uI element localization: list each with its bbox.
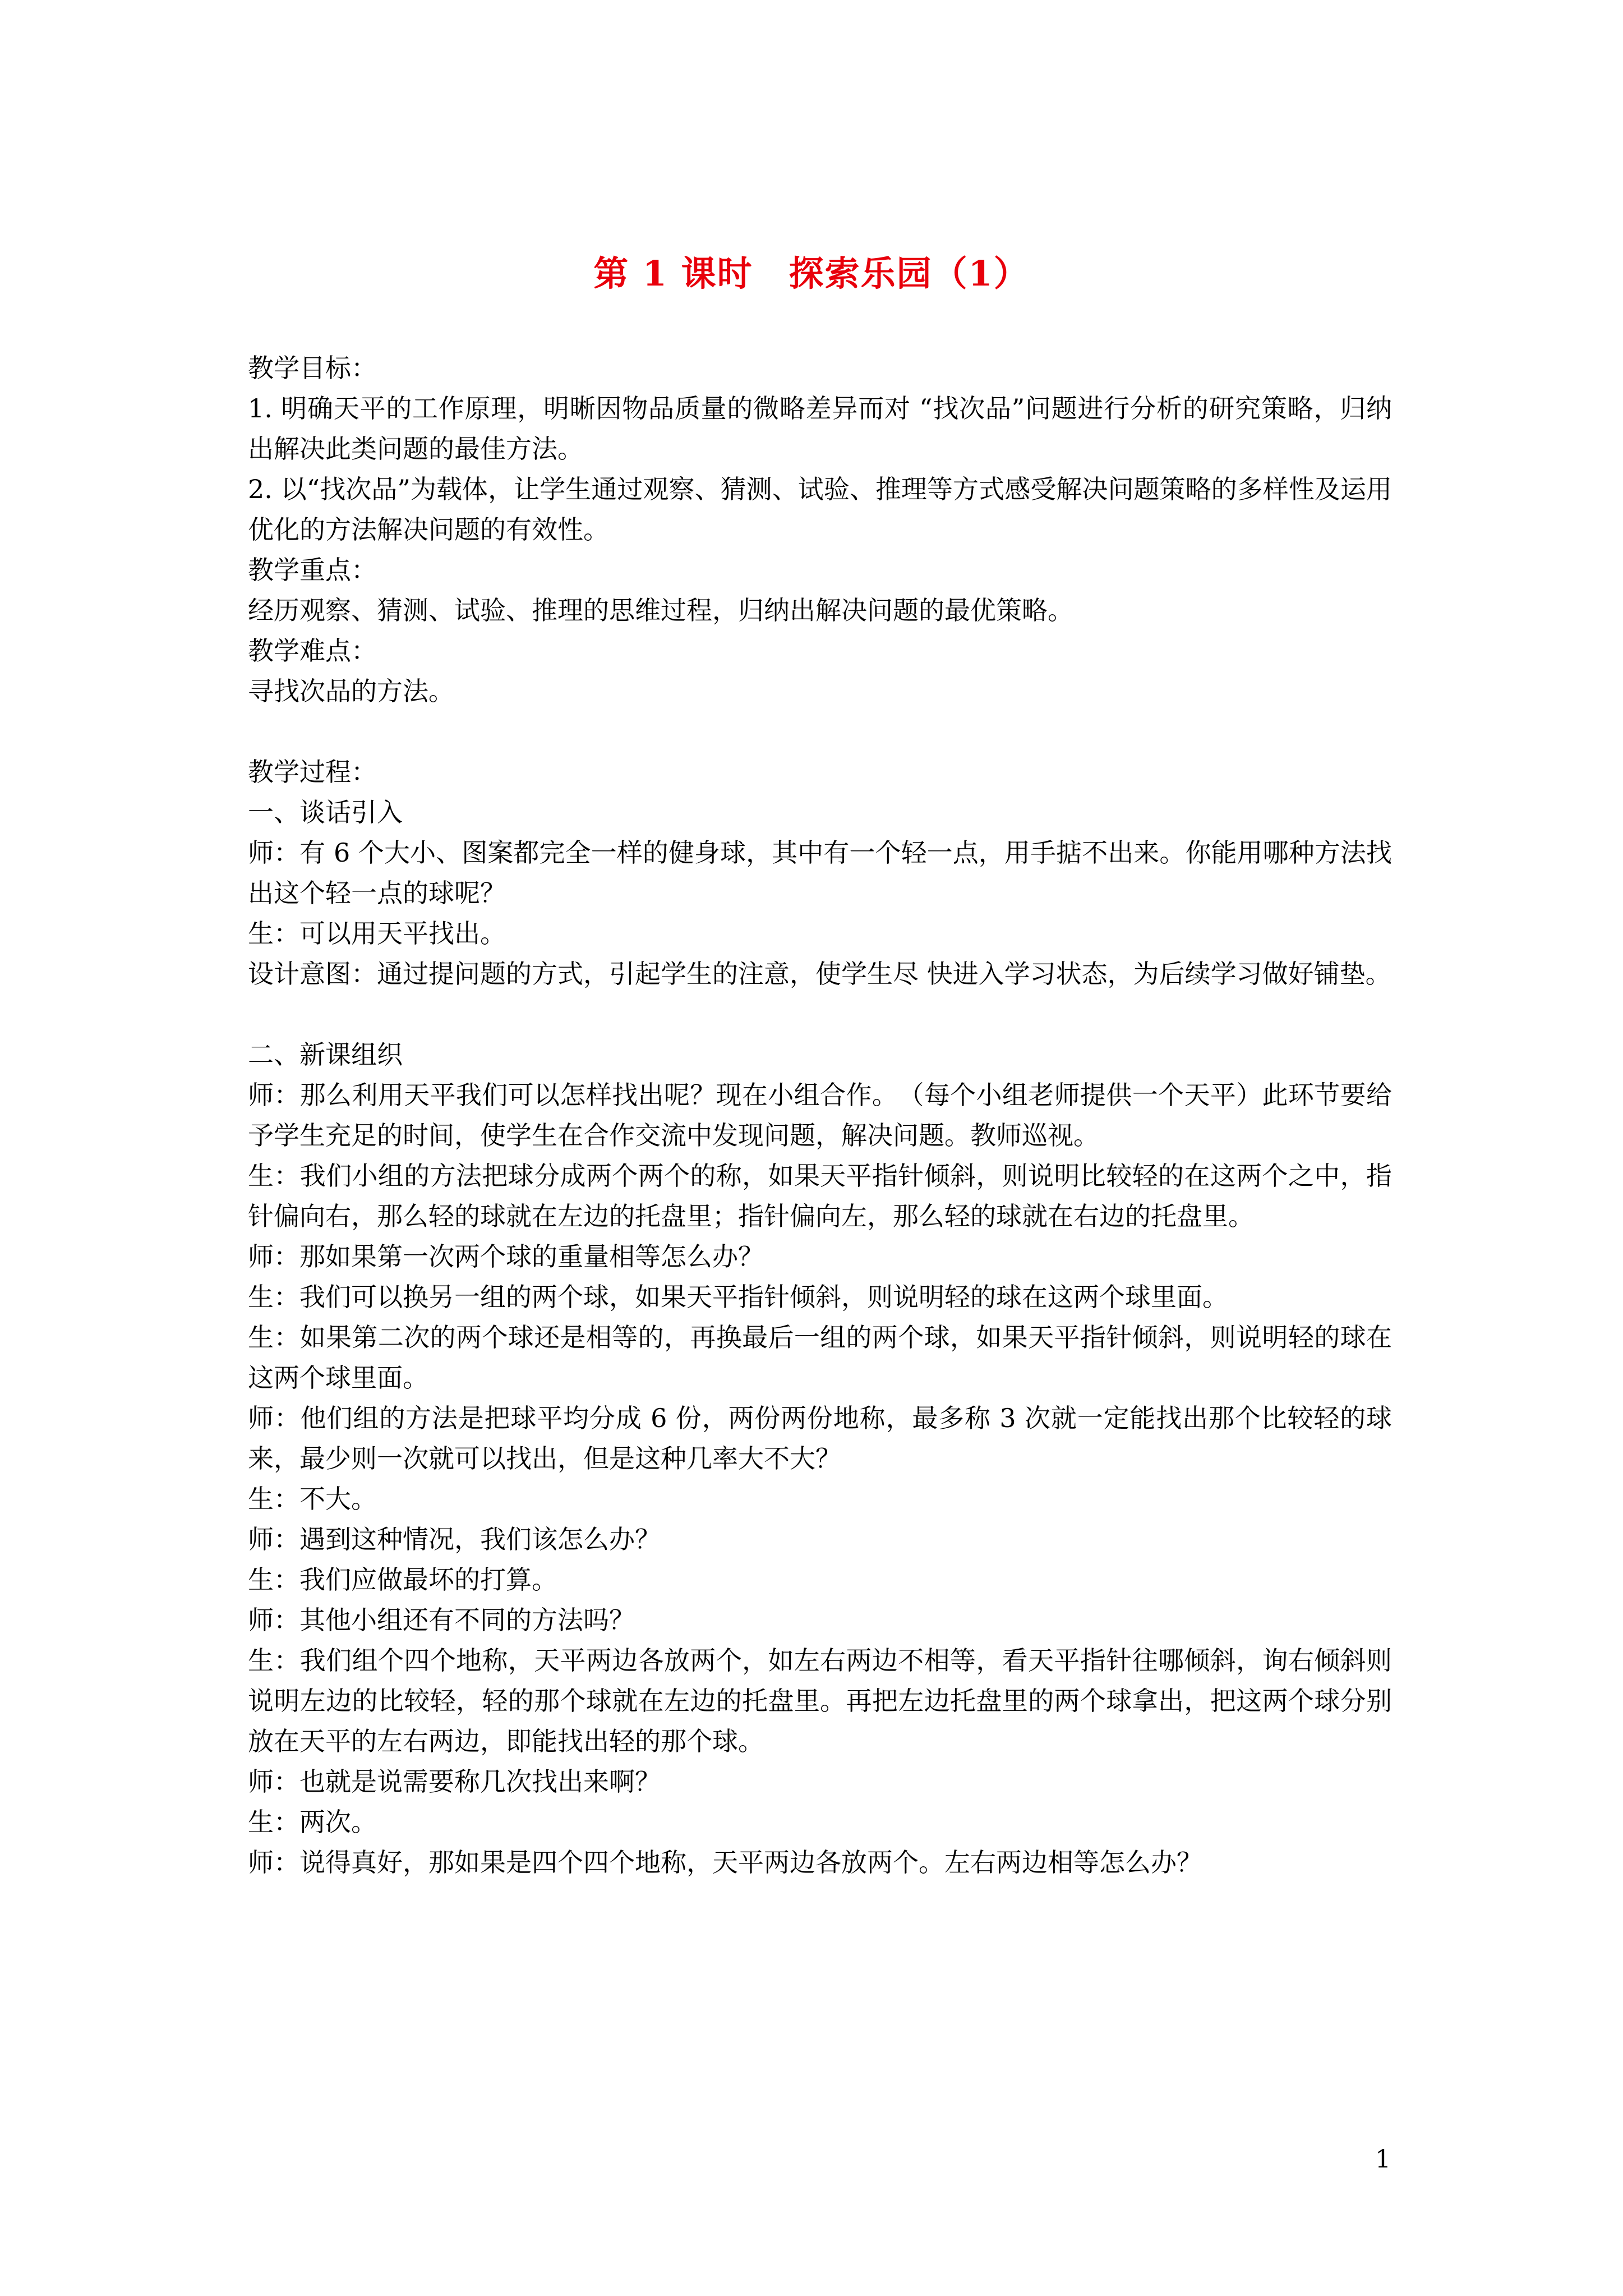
paragraph: 师：说得真好，那如果是四个四个地称，天平两边各放两个。左右两边相等怎么办？: [248, 1847, 1202, 1878]
paragraph: 寻找次品的方法。: [248, 676, 454, 706]
paragraph: 生：不大。: [248, 1484, 377, 1514]
paragraph: 2. 以“找次品”为载体，让学生通过观察、猜测、试验、推理等方式感受解决问题策略的多样性及运用优化的方法解决问题的有效性。: [248, 474, 1392, 545]
paragraph: 师：那么利用天平我们可以怎样找出呢？现在小组合作。 （每个小组老师提供一个天平）此环节要给予学生充足的时间，使学生在合作交流中发现问题，解决问题。教师巡视。: [248, 1080, 1392, 1151]
paragraph: 教学过程：: [248, 757, 377, 787]
paragraph: 生：我们小组的方法把球分成两个两个的称，如果天平指针倾斜，则说明比较轻的在这两个之中，指针偏向右，那么轻的球就在左边的托盘里；指针偏向左，那么轻的球就在右边的托盘里。: [248, 1161, 1392, 1231]
paragraph: 师：有 6 个大小、图案都完全一样的健身球，其中有一个轻一点，用手掂不出来。你能用哪种方法找出这个轻一点的球呢？: [248, 838, 1392, 908]
paragraph: 生：可以用天平找出。: [248, 918, 506, 949]
paragraph: 生：我们组个四个地称，天平两边各放两个，如左右两边不相等，看天平指针往哪倾斜，询右倾斜则说明左边的比较轻，轻的那个球就在左边的托盘里。再把左边托盘里的两个球拿出，把这两个球分别放在天平的左右两边，即能找出轻的那个球。: [248, 1645, 1392, 1756]
paragraph: 教学重点：: [248, 555, 377, 585]
paragraph: 生：如果第二次的两个球还是相等的，再换最后一组的两个球，如果天平指针倾斜，则说明轻的球在这两个球里面。: [248, 1322, 1392, 1393]
paragraph: 1. 明确天平的工作原理，明晰因物品质量的微略差异而对 “找次品”问题进行分析的研究策略，归纳出解决此类问题的最佳方法。: [248, 393, 1392, 464]
paragraph: 教学目标：: [248, 353, 377, 383]
document-body: [248, 348, 1392, 1883]
paragraph: 师：其他小组还有不同的方法吗？: [248, 1605, 635, 1635]
paragraph: 二、新课组织: [248, 1039, 403, 1070]
paragraph: 师：那如果第一次两个球的重量相等怎么办？: [248, 1241, 764, 1272]
page-number: 1: [1375, 2145, 1391, 2174]
paragraph: 师：也就是说需要称几次找出来啊？: [248, 1766, 661, 1797]
paragraph: 生：我们应做最坏的打算。: [248, 1565, 557, 1595]
paragraph: 生：我们可以换另一组的两个球，如果天平指针倾斜，则说明轻的球在这两个球里面。: [248, 1282, 1228, 1312]
paragraph: 设计意图：通过提问题的方式，引起学生的注意，使学生尽 快进入学习状态，为后续学习做好铺垫。: [248, 959, 1391, 989]
paragraph: 教学难点：: [248, 636, 377, 666]
paragraph: 生：两次。: [248, 1807, 377, 1837]
paragraph: 一、谈话引入: [248, 797, 403, 827]
page-title: 第 1 课时 探索乐园（1）: [593, 253, 1030, 294]
paragraph: 师：遇到这种情况，我们该怎么办？: [248, 1524, 661, 1554]
paragraph: 师：他们组的方法是把球平均分成 6 份，两份两份地称，最多称 3 次就一定能找出那个比较轻的球来，最少则一次就可以找出，但是这种几率大不大？: [248, 1403, 1392, 1474]
paragraph: 经历观察、猜测、试验、推理的思维过程，归纳出解决问题的最优策略。: [248, 595, 1073, 625]
